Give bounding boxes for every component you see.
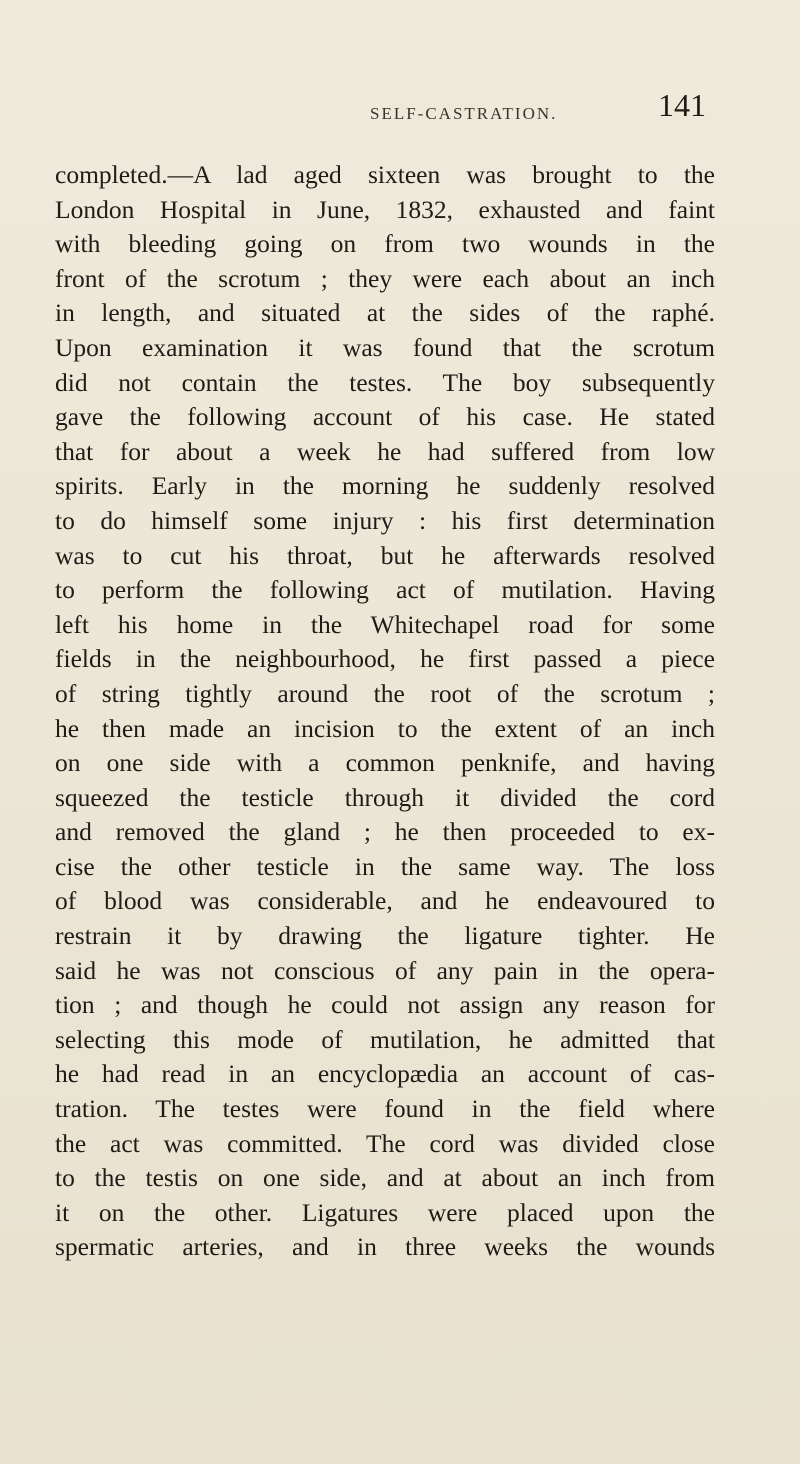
text-line: did not contain the testes. The boy subsequently [55,367,715,397]
text-line: he had read in an encyclopædia an account of cas- [55,1059,715,1089]
text-line: restrain it by drawing the ligature tighter. He [55,921,715,951]
text-line: completed.—A lad aged sixteen was brought to the [55,160,715,189]
text-line: spirits. Early in the morning he suddenly resolved [55,471,715,501]
text-line: front of the scrotum ; they were each about an inch [55,263,715,293]
body-text [55,158,715,1265]
text-line: said he was not conscious of any pain in the opera- [55,955,715,985]
text-line: was to cut his throat, but he afterwards resolved [55,540,715,570]
text-line: that for about a week he had suffered from low [55,436,715,466]
text-line: selecting this mode of mutilation, he admitted that [55,1024,715,1054]
running-head [0,82,800,132]
text-line: to the testis on one side, and at about an inch from [55,1163,715,1193]
text-line: to do himself some injury : his first determination [55,505,715,535]
text-line: left his home in the Whitechapel road for some [55,609,715,639]
text-line: with bleeding going on from two wounds in the [55,229,715,259]
text-line: London Hospital in June, 1832, exhausted and faint [55,194,715,224]
text-line: squeezed the testicle through it divided the cord [55,782,715,812]
text-line: gave the following account of his case. He stated [55,402,715,432]
text-line: tration. The testes were found in the field where [55,1094,715,1124]
text-line: it on the other. Ligatures were placed upon the [55,1197,715,1227]
text-line: to perform the following act of mutilation. Having [55,575,715,605]
text-line: tion ; and though he could not assign any reason for [55,990,715,1020]
page-number: 141 [658,87,706,123]
text-line: spermatic arteries, and in three weeks the wounds [55,1232,715,1262]
running-title: SELF-CASTRATION. [370,104,558,123]
text-line: in length, and situated at the sides of the raphé. [55,298,715,328]
text-line: fields in the neighbourhood, he first passed a piece [55,644,715,674]
text-line: of blood was considerable, and he endeavoured to [55,886,715,916]
text-line: Upon examination it was found that the scrotum [55,332,715,362]
text-line: and removed the gland ; he then proceeded to ex- [55,817,715,847]
text-line: cise the other testicle in the same way. The loss [55,851,715,881]
text-line: he then made an incision to the extent of an inch [55,713,715,743]
text-line: the act was committed. The cord was divided close [55,1128,715,1158]
text-line: on one side with a common penknife, and having [55,748,715,778]
text-line: of string tightly around the root of the scrotum ; [55,678,715,708]
